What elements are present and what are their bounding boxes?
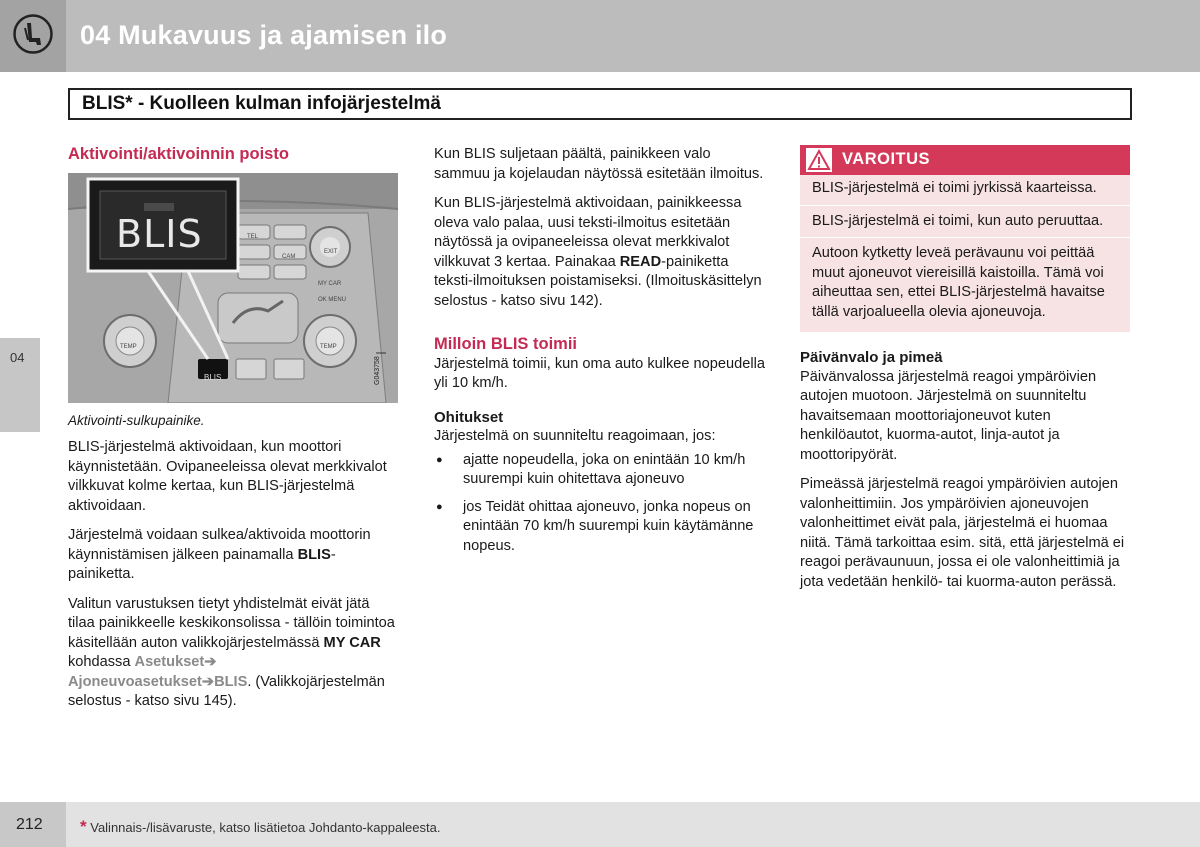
menu-path-settings: Asetukset (134, 654, 205, 670)
chapter-title: 04 Mukavuus ja ajamisen ilo (80, 20, 448, 50)
warning-divider (800, 205, 1130, 206)
arrow-right-icon: ➔ (201, 673, 215, 690)
key-label-temp-right: TEMP (320, 343, 337, 350)
heading-daylight-darkness: Päivänvalo ja pimeä (800, 349, 943, 366)
blis-big-button-label: BLIS (116, 211, 203, 256)
warning-triangle-icon (806, 148, 832, 172)
warning-line-trailer: Autoon kytketty leveä perävaunu voi peittää muut ajoneuvot viereisillä kaistoilla. Tämä voi aiheuttaa sen, ettei BLIS-järjestelmä havaitse tällä varjoalueella olevia ajoneuvoja. (812, 245, 1105, 320)
paragraph-overtaking: Järjestelmä on suunniteltu reagoimaan, jos: (434, 428, 716, 444)
text-run: . (Valikkojärjestelmän selostus - katso sivu 145). (68, 673, 385, 709)
blis-button-figure (68, 173, 398, 403)
page-number: 212 (16, 816, 43, 833)
section-title-box (68, 88, 1132, 120)
paragraph-activation-1: BLIS-järjestelmä aktivoidaan, kun moottori käynnistetään. Ovipaneeleissa olevat merkkivalot vilkkuvat kolme kertaa, kun BLIS-järjestelmä aktivoidaan. (68, 439, 387, 514)
section-title: BLIS* - Kuolleen kulman infojärjestelmä (82, 93, 441, 114)
heading-when-blis-works: Milloin BLIS toimii (434, 335, 577, 353)
seat-icon (13, 14, 53, 54)
header-icon-block (0, 0, 66, 72)
footnote (80, 817, 440, 837)
list-item: ● jos Teidät ohittaa ajoneuvo, jonka nopeus on enintään 70 km/h suurempi kuin käytämänne nopeus. (434, 498, 769, 557)
bold-blis: BLIS (297, 546, 331, 563)
paragraph-deactivation: Kun BLIS suljetaan päältä, painikkeen valo sammuu ja kojelaudan näytössä esitetään ilmoitus. (434, 146, 764, 182)
paragraph-darkness: Pimeässä järjestelmä reagoi ympäröivien autojen valonheittimiin. Jos ympäröivien ajoneuvojen valonheittimet eivät pala, järjestelmä ei huomaa niitä. Tämä tarkoittaa esim. sitä, että järjestelmä ei reagoi perävaunuun, jossa ei ole valonheittimiä ja jota vedetään henkilö- tai kuorma-auton perässä. (800, 476, 1125, 590)
column-3 (800, 145, 1130, 602)
column-1 (68, 145, 400, 722)
console-illustration (68, 173, 398, 403)
paragraph-speed: Järjestelmä toimii, kun oma auto kulkee nopeudella yli 10 km/h. (434, 355, 765, 391)
text-run: -painiketta. (68, 546, 336, 582)
chapter-side-tab (0, 338, 40, 432)
heading-activation: Aktivointi/aktivoinnin poisto (68, 145, 289, 163)
text-run: -painiketta teksti-ilmoituksen poistamiseksi. (Ilmoituskäsittelyn selostus - katso sivu 142). (434, 253, 762, 309)
warning-line-reversing: BLIS-järjestelmä ei toimi, kun auto peruuttaa. (812, 212, 1104, 229)
warning-header (800, 145, 1130, 175)
key-label-tel: TEL (247, 233, 259, 240)
key-label-menu: OK MENU (318, 296, 347, 303)
key-label-exit: EXIT (324, 248, 338, 255)
warning-divider (800, 237, 1130, 238)
arrow-right-icon: ➔ (204, 654, 217, 670)
paragraph-activation-2 (68, 526, 400, 585)
paragraph-activation-light (434, 194, 769, 311)
text-run: Kun BLIS-järjestelmä aktivoidaan, painikkeessa oleva valo palaa, uusi teksti-ilmoitus esitetään näytössä ja ovipaneeleissa olevat merkkivalot vilkkuvat 3 kertaa. Painakaa (434, 195, 742, 270)
side-tab-label: 04 (10, 350, 25, 365)
column-2 (434, 145, 769, 564)
menu-path-vehicle-settings: Ajoneuvoasetukset (68, 673, 202, 690)
list-item: ● ajatte nopeudella, joka on enintään 10 km/h suurempi kuin ohitettava ajoneuvo (434, 451, 769, 490)
warning-line-curves: BLIS-järjestelmä ei toimi jyrkissä kaarteissa. (812, 180, 1097, 196)
text-run: Järjestelmä voidaan sulkea/aktivoida moottorin käynnistämisen jälkeen painamalla (68, 527, 371, 563)
key-label-mycar: MY CAR (318, 280, 342, 287)
warning-title: VAROITUS (842, 150, 931, 168)
key-label-temp-left: TEMP (120, 343, 137, 350)
heading-overtaking: Ohitukset (434, 408, 504, 426)
text-run: Valitun varustuksen tietyt yhdistelmät eivät jätä tilaa painikkeelle keskikonsolissa - tällöin toimintoa käsitellään auton valikkojärjestelmässä (68, 595, 395, 651)
footnote-star: * (80, 817, 87, 836)
bold-mycar: MY CAR (323, 634, 381, 651)
warning-box (800, 145, 1130, 332)
paragraph-daylight: Päivänvalossa järjestelmä reagoi ympäröivien autojen muotoon. Järjestelmä on suunniteltu havaitsemaan moottoriajoneuvot kuten henkilöautot, kuorma-autot, linja-autot ja moottoripyörät. (800, 368, 1097, 463)
paragraph-activation-3 (68, 595, 400, 712)
bold-read: READ (619, 253, 662, 270)
menu-path-blis: BLIS (214, 673, 248, 690)
key-label-cam: CAM (282, 253, 296, 260)
footnote-text: Valinnais-/lisävaruste, katso lisätietoa Johdanto-kappaleesta. (86, 820, 441, 835)
figure-caption: Aktivointi-sulkupainike. (68, 412, 205, 428)
overtaking-list (434, 451, 769, 557)
blis-small-button-label: BLIS (204, 372, 222, 382)
text-run: kohdassa (68, 654, 135, 670)
figure-code: G043758 (374, 355, 381, 385)
